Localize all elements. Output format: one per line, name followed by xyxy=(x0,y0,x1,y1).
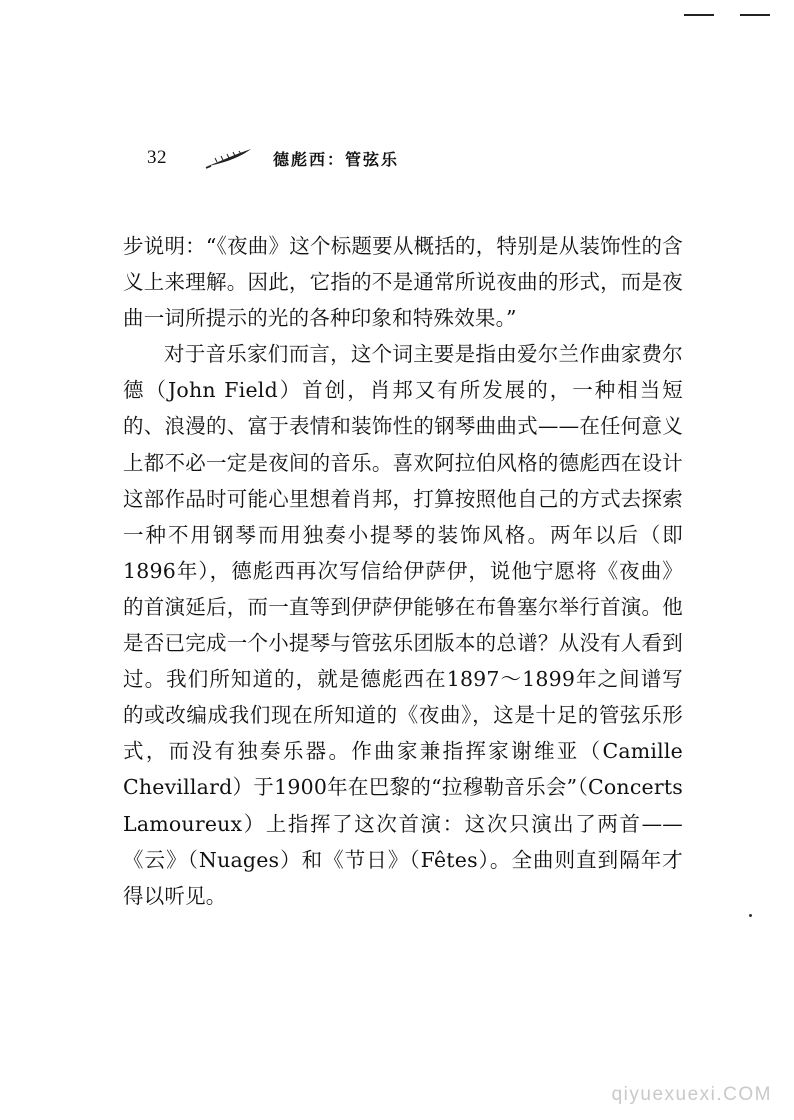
page-number: 32 xyxy=(147,147,167,168)
paragraph: 对于音乐家们而言，这个词主要是指由爱尔兰作曲家费尔德（John Field）首创，肖邦又有所发展的，一种相当短的、浪漫的、富于表情和装饰性的钢琴曲曲式——在任何意义上都不必一定是夜间的音乐。喜欢阿拉伯风格的德彪西在设计这部作品时可能心里想着肖邦，打算按照他自己的方式去探索一种不用钢琴而用独奏小提琴的装饰风格。两年以后（即1896年），德彪西再次写信给伊萨伊，说他宁愿将《夜曲》的首演延后，而一直等到伊萨伊能够在布鲁塞尔举行首演。他是否已完成一个小提琴与管弦乐团版本的总谱？从没有人看到过。我们所知道的，就是德彪西在1897～1899年之间谱写的或改编成我们现在所知道的《夜曲》，这是十足的管弦乐形式，而没有独奏乐器。作曲家兼指挥家谢维亚（Camille Chevillard）于1900年在巴黎的“拉穆勒音乐会”（Concerts Lamoureux）上指挥了这次首演：这次只演出了两首——《云》（Nuages）和《节日》（Fêtes）。全曲则直到隔年才得以听见。 xyxy=(123,342,683,908)
body-text xyxy=(123,228,683,914)
margin-mark xyxy=(749,914,752,917)
quill-icon xyxy=(203,147,253,169)
paragraph: 步说明：“《夜曲》这个标题要从概括的，特别是从装饰性的含义上来理解。因此，它指的不是通常所说夜曲的形式，而是夜曲一词所提示的光的各种印象和特殊效果。” xyxy=(123,234,683,331)
running-head xyxy=(147,143,399,173)
book-title: 德彪西：管弦乐 xyxy=(273,149,400,169)
top-rule-left xyxy=(684,14,714,16)
top-rule-right xyxy=(740,14,770,16)
watermark: qiyuexuexi.COM xyxy=(611,1084,772,1105)
